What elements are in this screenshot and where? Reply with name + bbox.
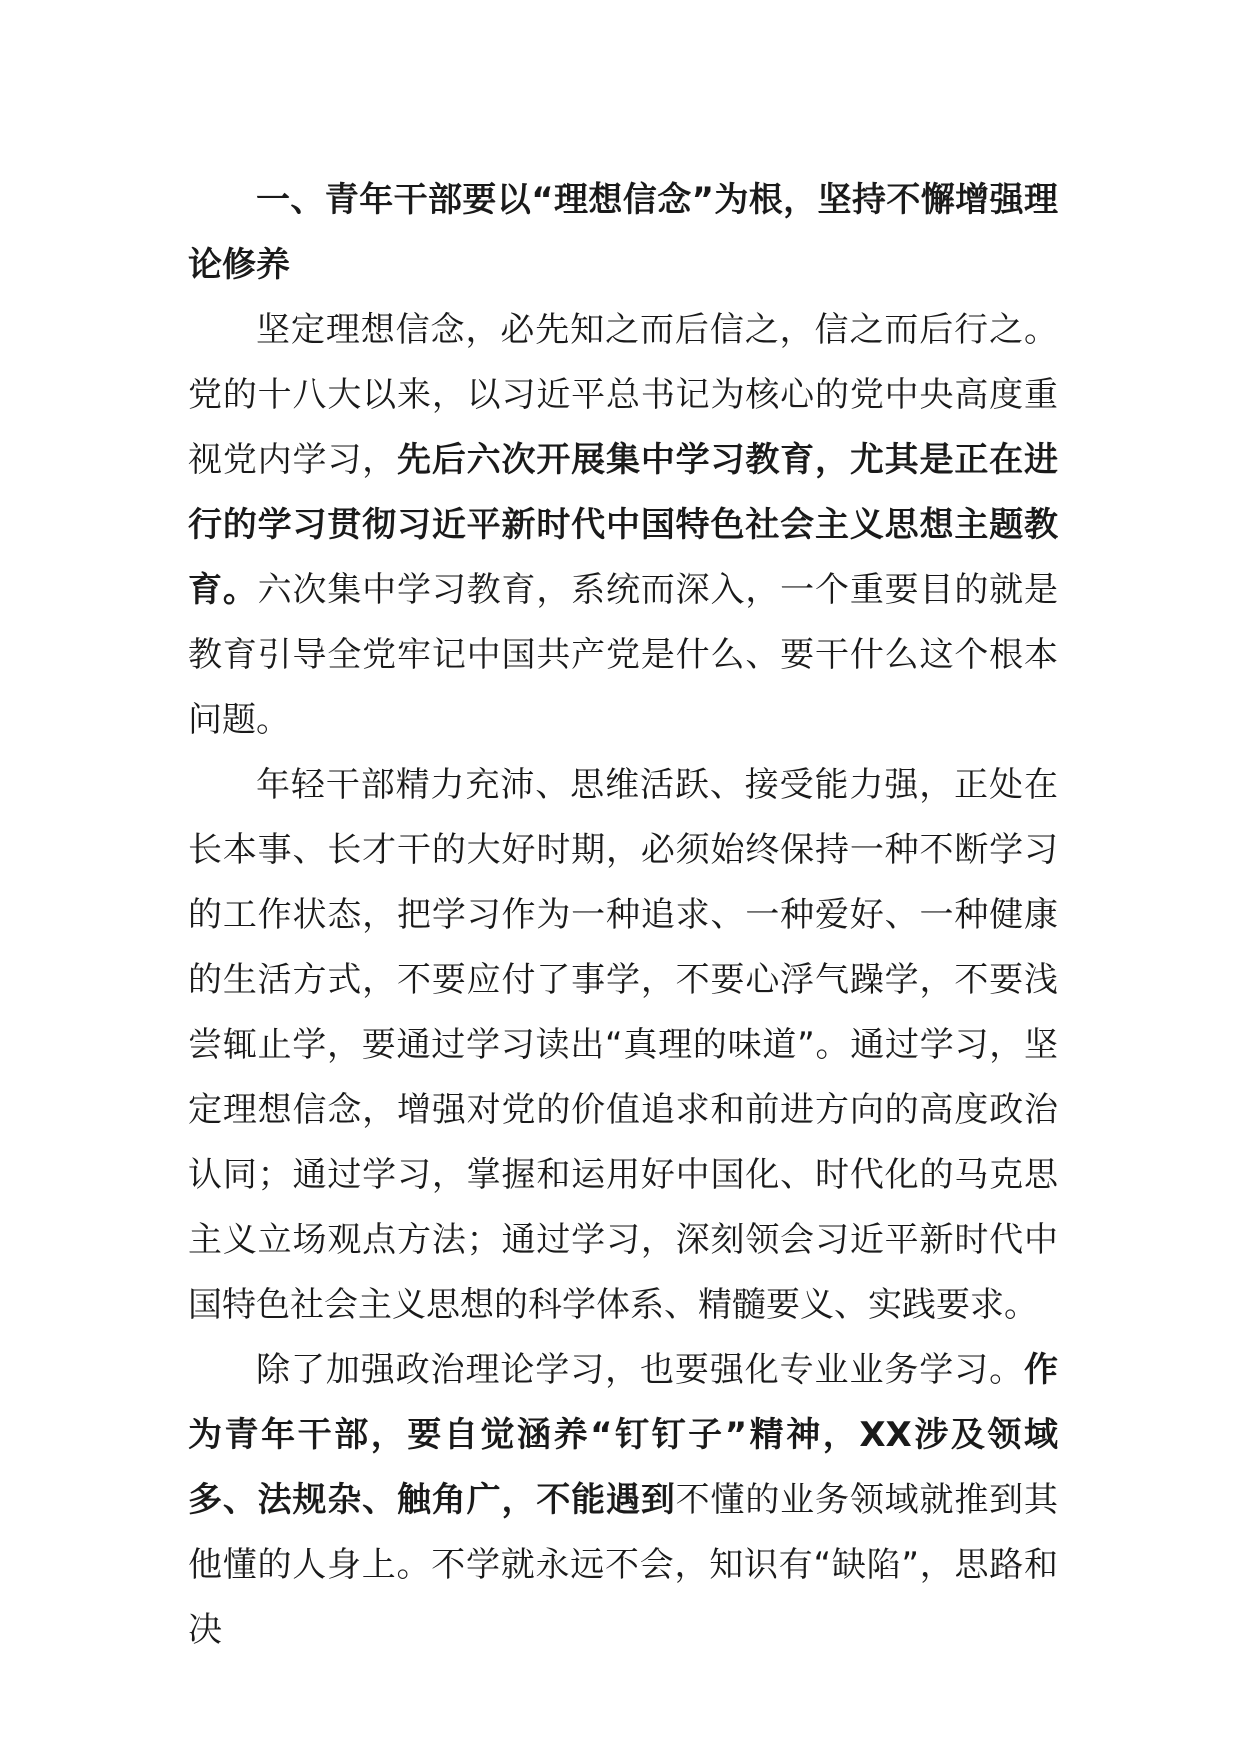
document-body xyxy=(188,168,1058,1663)
text-segment: 六次集中学习教育，系统而深入，一个重要目的就是教育引导全党牢记中国共产党是什么、要干什么这个根本问题。 xyxy=(188,570,1059,740)
text-segment: 不懂的业务领域就推到其他懂的人身上。不学就永远不会，知识有“缺陷”，思路和决 xyxy=(188,1480,1059,1650)
text-segment: 除了加强政治理论学习，也要强化专业业务学习。 xyxy=(256,1350,1024,1390)
emphasis-text: 先后六次开展集中学习教育，尤其是正在进行的学习贯彻习近平新时代中国特色社会主义思想主题教育。 xyxy=(188,440,1058,610)
section-heading: 一、青年干部要以“理想信念”为根，坚持不懈增强理论修养 xyxy=(188,180,1058,285)
paragraph xyxy=(188,298,1058,753)
paragraph xyxy=(188,753,1058,1338)
text-segment: 年轻干部精力充沛、思维活跃、接受能力强，正处在长本事、长才干的大好时期，必须始终保持一种不断学习的工作状态，把学习作为一种追求、一种爱好、一种健康的生活方式，不要应付了事学，不要心浮气躁学，不要浅尝辄止学，要通过学习读出“真理的味道”。通过学习，坚定理想信念，增强对党的价值追求和前进方向的高度政治认同；通过学习，掌握和运用好中国化、时代化的马克思主义立场观点方法；通过学习，深刻领会习近平新时代中国特色社会主义思想的科学体系、精髓要义、实践要求。 xyxy=(188,765,1058,1325)
emphasis-text: 作为青年干部，要自觉涵养“钉钉子”精神，XX涉及领域多、法规杂、触角广，不能遇到 xyxy=(188,1350,1058,1520)
text-segment: 坚定理想信念，必先知之而后信之，信之而后行之。党的十八大以来，以习近平总书记为核心的党中央高度重视党内学习， xyxy=(188,310,1058,480)
paragraph xyxy=(188,1338,1058,1663)
